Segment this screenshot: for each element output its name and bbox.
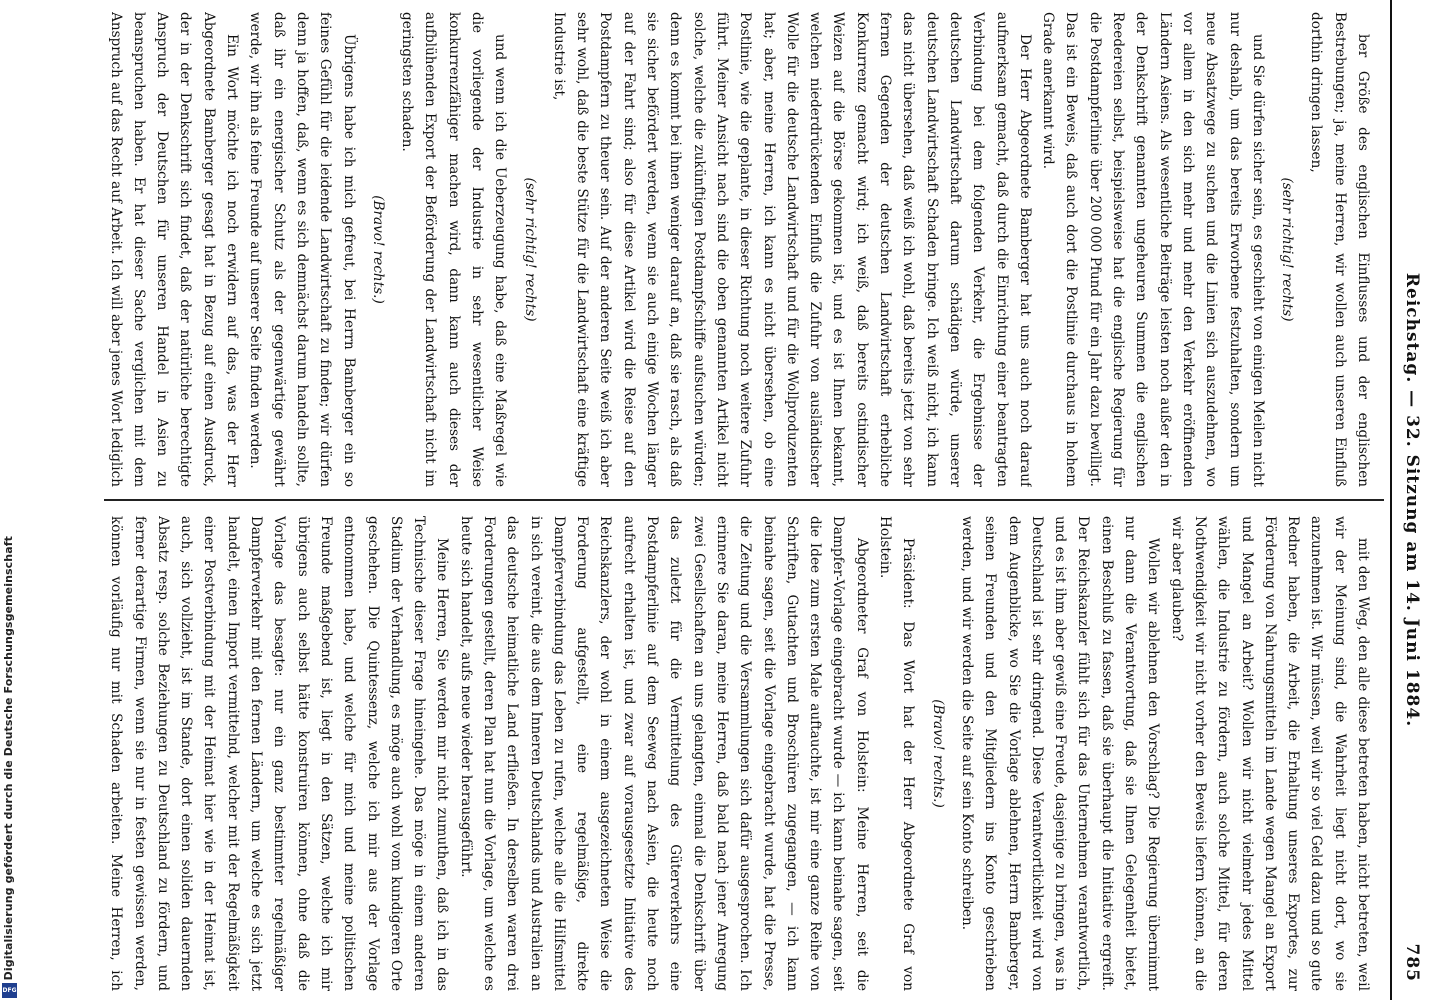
sidebar-credit-strip	[0, 0, 20, 1000]
page-title: Reichstag. — 32. Sitzung am 14. Juni 1884.	[1402, 272, 1422, 728]
paragraph: mit den Weg, den alle diese betreten haben, nicht betreten, weil wir der Meinung sind, die Wahrheit liegt nicht dort, wo sie anzunehmen ist. Wir müssen, weil wir so viel Geld dazu und so gute Redner haben, die Arbeit, die Erhaltung unseres Exportes, zur Förderung von Nahrungsmitteln im Lande wegen Mangel an Export und Mangel an Arbeit? Wollen wir nicht vielmehr jedes Mittel wählen, die Industrie zu fördern, auch solche Mittel, für deren Nothwendigkeit wir nicht vorher den Beweis liefern können, an die wir aber glauben?	[1168, 516, 1371, 991]
paragraph: Abgeordneter Graf von Holstein: Meine Herren, seit die Dampfer-Vorlage eingebracht wurde — ich kann beinahe sagen, seit die Idee zum ersten Male auftauchte, ist mir eine ganze Reihe von Schriften, Gutachten und Broschüren zugegangen, — ich kann beinahe sagen, seit die Vorlage eingebracht wurde, hat die Presse, die Zeitung und die Versammlungen sich dafür ausgesprochen. Ich erinnere Sie daran, meine Herren, daß bald nach jener Anregung zwei Gesellschaften an uns gelangten, einmal die Denkschrift über das zuletzt für die Vermittelung des Güterverkehrs eine Postdampferlinie auf dem Seeweg nach Asien, die heute noch aufrecht erhalten ist, und zwar auf vorausgesetzte Initiative des Reichskanzlers, der wohl in einem ausgezeichneten Weise die Forderung aufgestellt, eine regelmäßige, direkte Dampferverbindung das Leben zu rufen, welche alle die Hilfsmittel in sich vereint, die aus dem Inneren Deutschlands und Australien an das deutsche heimatliche Land erfließen. In derselben waren drei Forderungen gestellt, deren Plan hat nun die Vorlage, um welche es heute sich handelt, aufs neue wieder herausgeführt.	[457, 516, 870, 991]
scanned-page-frame	[92, 0, 1432, 1000]
paragraph: und Sie dürfen sicher sein, es geschieht von einigen Meilen nicht nur deshalb, um das bereits Erworbene festzuhalten, sondern um neue Absatzwege zu suchen und die Linien sich auszudehnen, wo vor allem in den sich mehr und mehr den Verkehr eröffnenden Ländern Asiens. Als wesentliche Beiträge leisten noch außer den in der Denkschrift genannten ungeheuren Summen die englischen Reedereien selbst, beispielsweise hat die englische Regierung für die Postdampferlinie über 200 000 Pfund für ein Jahr dazu bewilligt. Das ist ein Beweis, daß auch dort die Postlinie durchaus in hohem Grade anerkannt wird.	[1040, 12, 1266, 487]
scanned-page	[92, 0, 1432, 1000]
paragraph: und wenn ich die Ueberzeugung habe, daß eine Maßregel wie die vorliegende der Industrie in sehr wesentlicher Weise konkurrenzfähiger machen wird, dann kann auch dieses der aufblühenden Export der Beförderung der Landwirtschaft nicht im geringsten schaden.	[399, 12, 509, 487]
column-divider	[104, 499, 1384, 501]
remark: (sehr richtig! rechts)	[1279, 177, 1296, 322]
remark: (Bravo! rechts.)	[369, 195, 386, 304]
page-header	[1384, 0, 1432, 1000]
page-number: 785	[1402, 943, 1422, 982]
remark: (sehr richtig! rechts)	[521, 177, 538, 322]
dfg-logo-icon: DFG	[2, 983, 17, 998]
digitization-credit: Digitalisierung gefördert durch die Deutsche Forschungsgemeinschaft	[2, 535, 15, 980]
left-column	[104, 12, 1374, 487]
paragraph: Der Herr Abgeordnete Bamberger hat uns auch noch darauf aufmerksam gemacht, daß durch die Einrichtung einer beantragten Verbindung bei dem folgenden Verkehr, die Ergebnisse der deutschen Landwirtschaft darum schädigen würde, unserer deutschen Landwirtschaft Schaden bringe. Ich weiß nicht, ich kann das nicht übersehen, daß weiß ich wohl, daß bereits jetzt von sehr fernen Gegenden der deutschen Landwirtschaft erhebliche Konkurrenz gemacht wird; ich weiß, daß bereits ostindischer Weizen auf die Börse gekommen ist, und es ist Ihnen bekannt, welchen niederdrückenden Einfluß die Zufuhr von ausländischer Wolle für die deutsche Landwirtschaft und für die Wollproduzenten hat; aber, meine Herren, ich kann es nicht übersehen, ob eine Postlinie, wie die geplante, in dieser Richtung noch weitere Zufuhr führt. Meiner Ansicht nach sind die oben genannten Artikel nicht solche, welche die zukünftigen Postdampfschiffe aufsuchen würden; denn es kommt bei ihnen weniger darauf an, daß sie rasch, als daß sie sicher befördert werden, wenn sie auch einige Wochen länger auf der Fahrt sind; also für diese Artikel wird die Reise auf den Postdampfern zu theuer sein. Auf der anderen Seite weiß ich aber sehr wohl, daß die beste Stütze für die Landwirtschaft eine kräftige Industrie ist,	[550, 12, 1033, 487]
paragraph: ber Größe des englischen Einflusses und der englischen Bestrebungen; ja, meine Herren, wir wollen auch unseren Einfluß dorthin dringen lassen,	[1308, 12, 1371, 487]
remark: (Bravo! rechts.)	[929, 699, 946, 808]
paragraph: Meine Herren, Sie werden mir nicht zumuthen, daß ich in das Technische dieser Frage hineingehe. Das möge in einem anderen Stadium der Verhandlung, es möge auch wohl vom kundigeren Orte geschehen. Die Quintessenz, welche ich mir aus der Vorlage entnommen habe, und welche für mich und meine politischen Freunde maßgebend ist, liegt in den Sätzen, welche ich mir übrigens auch selbst hätte konstruiren können, ohne daß die Vorlage das besagte: nur ein ganz bestimmter regelmäßiger Dampferverkehr mit den fernen Ländern, um welche es sich jetzt handelt, einen Import vermittelnd, welcher mit der Regelmäßigkeit einer Postverbindung mit der Heimat hier wie in der Heimat ist, auch, sich vollzieht, ist im Stande, dort einen soliden dauernden Absatz resp. solche Beziehungen zu Deutschland zu fördern, und ferner derartige Firmen, wenn sie nur in festen gewissen werden, können vorläufig nur mit Schaden arbeiten. Meine Herren, ich	[108, 516, 451, 991]
president-line: Präsident: Das Wort hat der Herr Abgeordnete Graf von Holstein.	[877, 516, 917, 991]
paragraph: Ein Wort möchte ich noch erwidern auf das, was der Herr Abgeordnete Bamberger gesagt hat in Bezug auf einen Ausdruck, der in der Denkschrift sich findet, daß der natürliche berechtigte Anspruch der Deutschen für unseren Handel in Asien zu beanspruchen haben. Er hat dieser Sache verglichen mit dem Anspruch auf das Recht auf Arbeit. Ich will aber jenes Wort lediglich	[107, 12, 241, 487]
header-rule	[1390, 0, 1392, 1000]
paragraph: Übrigens habe ich mich gefreut, bei Herrn Bamberger ein so feines Gefühl für die leidende Landwirtschaft zu finden; wir dürfen denn ja hoffen, daß, wenn es sich demnächst darum handeln sollte, daß ihr ein energischer Schutz als der gegenwärtige gewährt werde, wir ihn als feine Freunde auf unserer Seite finden werden.	[247, 12, 357, 487]
right-column	[104, 516, 1374, 991]
paragraph: Wollen wir ablehnen den Vorschlag? Die Regierung übernimmt nur dann die Verantwortung, daß sie Ihnen Gelegenheit bietet, einen Beschluß zu fassen, daß sie überhaupt die Initiative ergreift. Der Reichskanzler fühlt sich für das Unternehmen verantwortlich, und es ist ihm aber gewiß eine Freude, dasjenige zu bringen, was in Deutschland ist sehr dringend. Diese Verantwortlichkeit wird von dem Augenblicke, wo Sie die Vorlage ablehnen, Herrn Bamberger, seinen Freunden und den Mitgliedern ins Konto geschrieben werden, und wir werden die Seite auf sein Konto schreiben.	[958, 516, 1162, 991]
